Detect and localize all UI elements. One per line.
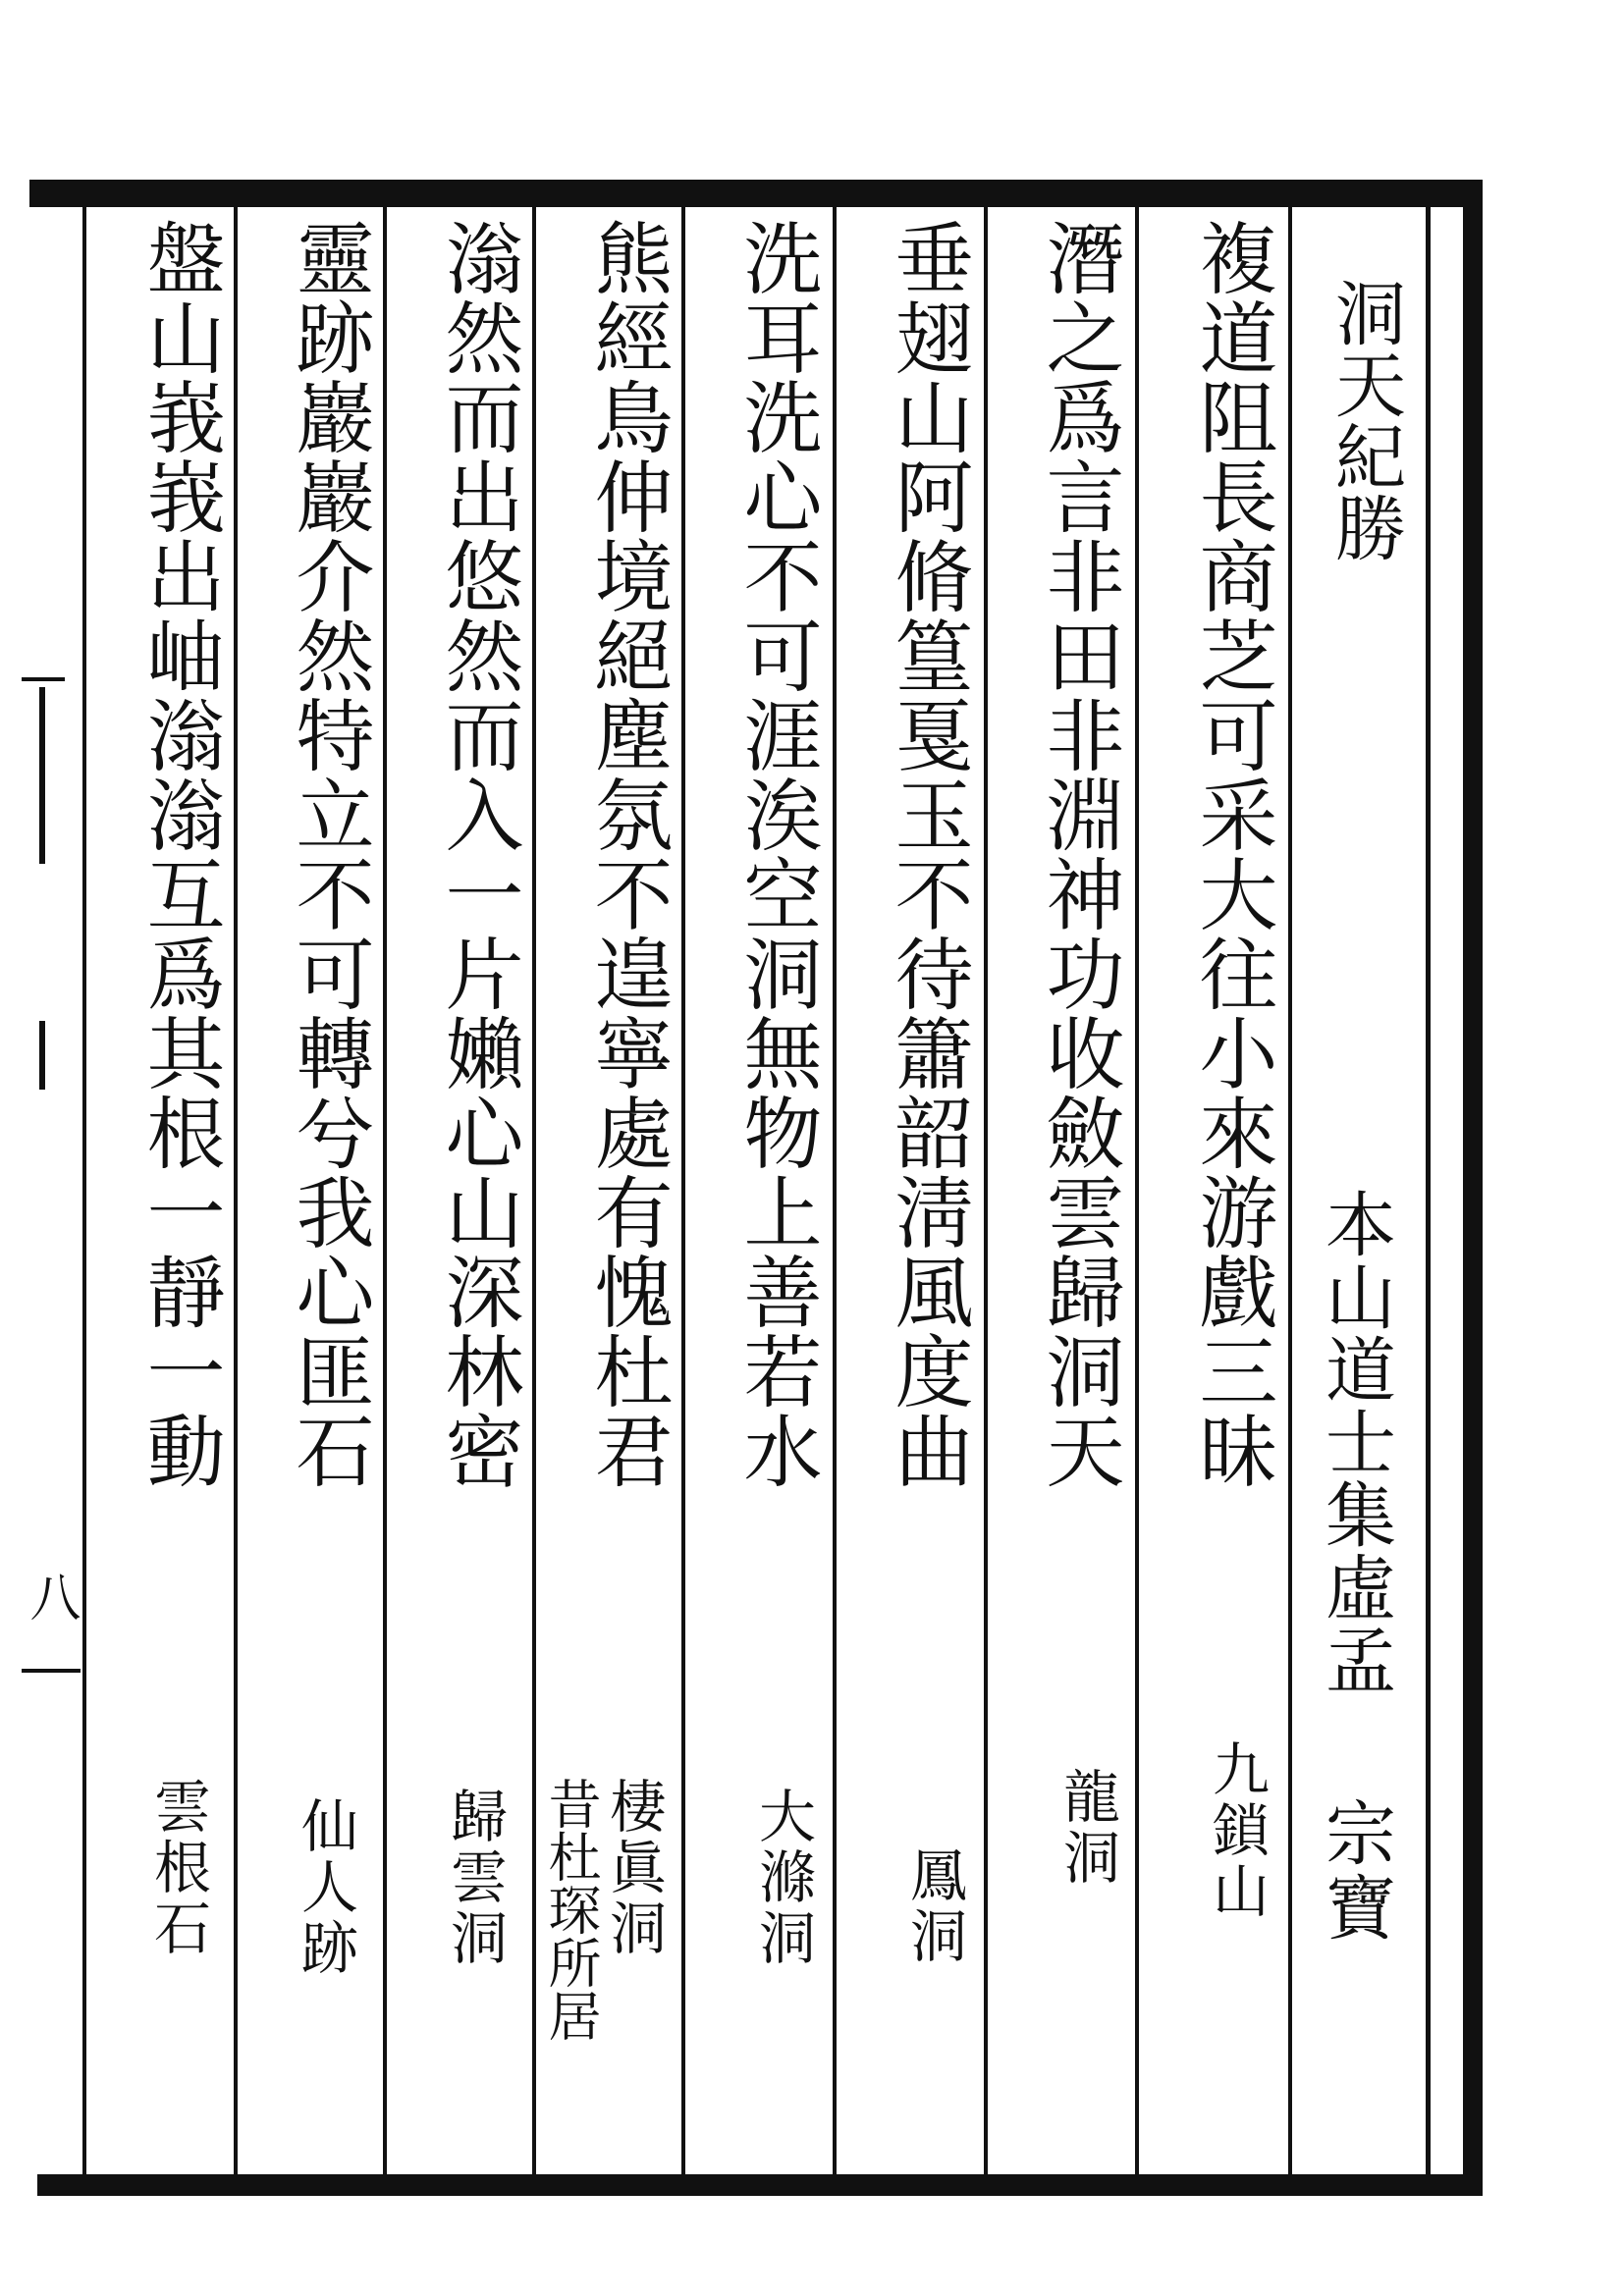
verse-line: 洗耳洗心不可涯涘空洞無物上善若水 — [730, 218, 822, 1490]
spine-mark — [39, 1021, 45, 1090]
spine-mark — [22, 677, 65, 681]
verse-line: 垂翅山阿脩篁戛玉不待簫韶淸風度曲 — [882, 218, 973, 1490]
spine-mark — [22, 1669, 81, 1673]
folio-number: 八 — [21, 1571, 80, 1626]
place-note-4: 大滌洞 — [749, 1787, 816, 1969]
place-note-8: 雲根石 — [144, 1777, 211, 1959]
frame-right-border — [1463, 180, 1483, 2196]
verse-line: 滃然而出悠然而入一片嬾心山深林密 — [432, 218, 523, 1490]
author-courtesy-name: 宗寶 — [1314, 1796, 1396, 1946]
place-note-5a: 棲眞洞 — [600, 1777, 667, 1959]
place-note-5b: 昔杜琛所居 — [540, 1777, 602, 2042]
place-note-7: 仙人跡 — [292, 1796, 358, 1979]
place-note-2: 龍洞 — [1054, 1767, 1120, 1889]
place-note-6: 歸雲洞 — [441, 1787, 508, 1969]
verse-line: 靈跡巖巖介然特立不可轉兮我心匪石 — [283, 218, 374, 1490]
frame-right-inner-rule — [1426, 207, 1431, 2174]
place-note-3: 鳳洞 — [900, 1845, 967, 1967]
verse-line: 潛之爲言非田非淵神功收斂雲歸洞天 — [1033, 218, 1124, 1490]
verse-line: 熊經鳥伸境絕塵氛不遑寧處有愧杜君 — [581, 218, 673, 1490]
poem-title: 洞天紀勝 — [1324, 277, 1406, 563]
author-name: 本山道士集虛孟 — [1314, 1188, 1396, 1696]
frame-bottom-border — [37, 2174, 1483, 2196]
frame-left-border — [82, 207, 86, 2174]
verse-line: 複道阻長商芝可采大往小來游戲三昧 — [1186, 218, 1277, 1490]
spine-mark — [39, 687, 45, 864]
place-note-1: 九鎖山 — [1203, 1739, 1270, 1922]
frame-top-border — [29, 180, 1483, 207]
verse-line: 盤山峩峩出岫滃滃互爲其根一靜一動 — [134, 218, 225, 1490]
